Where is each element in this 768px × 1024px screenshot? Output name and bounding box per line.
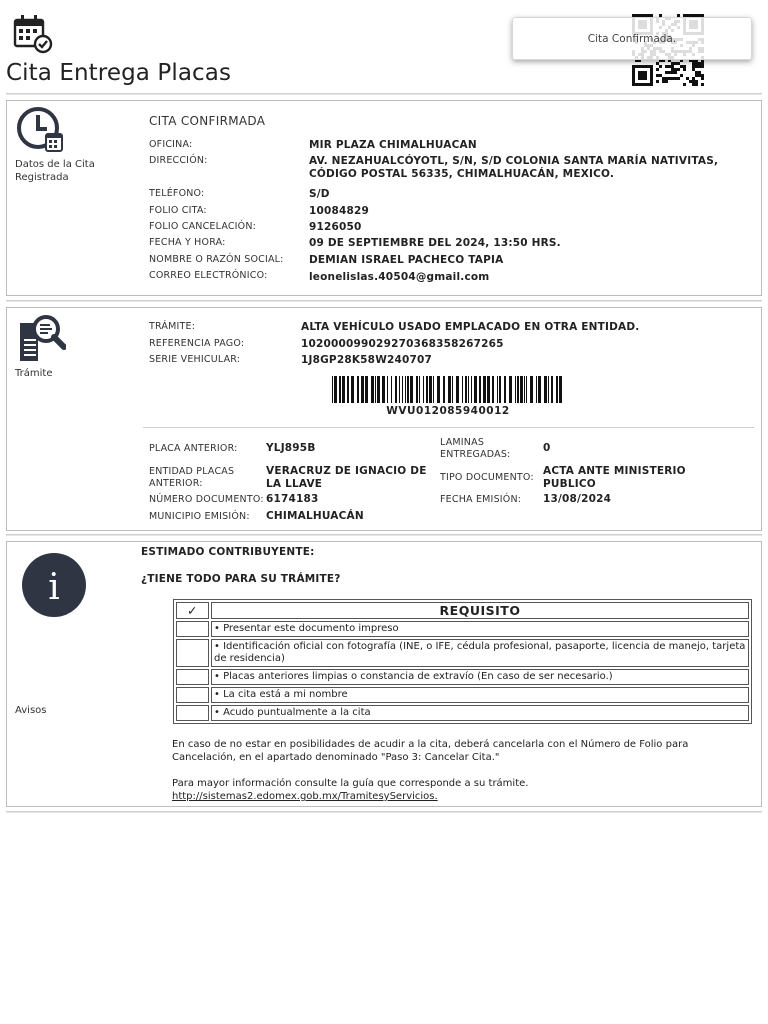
requirement-cell: • Acudo puntualmente a la cita [211, 705, 749, 721]
qr-module [698, 71, 701, 74]
check-header: ✓ [176, 602, 209, 619]
document-search-icon [16, 313, 66, 363]
label-folio-cancelacion: FOLIO CANCELACIÓN: [149, 221, 257, 232]
info-note: Para mayor información consulte la guía que corresponde a su trámite. [172, 778, 529, 789]
check-cell[interactable] [176, 669, 209, 685]
title-divider [6, 93, 762, 95]
barcode-bar [443, 376, 445, 403]
qr-module [701, 65, 704, 68]
table-row [176, 621, 749, 637]
qr-module [677, 62, 680, 65]
barcode-bar [339, 376, 341, 403]
qr-module [662, 77, 665, 80]
barcode-bar [551, 376, 553, 403]
barcode-bar [492, 376, 494, 403]
toast-notification[interactable] [512, 17, 752, 60]
qr-module [695, 65, 698, 68]
qr-module [692, 68, 695, 71]
value-numero-documento: 6174183 [266, 493, 319, 505]
value-laminas-entregadas: 0 [543, 442, 551, 454]
label-laminas-entregadas: LAMINAS ENTREGADAS: [440, 437, 511, 460]
qr-module [692, 83, 695, 86]
qr-module [665, 71, 668, 74]
value-direccion: AV. NEZAHUALCÓYOTL, S/N, S/D COLONIA SANTA MARÍA NATIVITAS, CÓDIGO POSTAL 56335, CHIMALHUACÁN, MEXICO. [309, 155, 719, 180]
value-correo: leonelislas.40504@gmail.com [309, 271, 490, 283]
value-fecha-hora: 09 DE SEPTIEMBRE DEL 2024, 13:50 HRS. [309, 237, 561, 249]
requirement-header: REQUISITO [211, 602, 749, 619]
barcode-bar [407, 376, 409, 403]
barcode-bar [530, 376, 533, 403]
qr-module [692, 77, 695, 80]
qr-module [668, 71, 671, 74]
barcode-bar [347, 376, 349, 403]
label-tramite: TRÁMITE: [149, 321, 196, 332]
barcode-bar [483, 376, 486, 403]
cancel-note: En caso de no estar en posibilidades de acudir a la cita, deberá cancelarla con el Número de Folio para Cancelación, en el apartado denominado "Paso 3: Cancelar Cita." [172, 739, 689, 763]
value-placa-anterior: YLJ895B [266, 442, 316, 454]
qr-module [671, 62, 674, 65]
requirement-cell: • Placas anteriores limpias o constancia de extravío (En caso de ser necesario.) [211, 669, 749, 685]
barcode-bar [559, 376, 562, 403]
table-row [176, 705, 749, 721]
cita-heading: CITA CONFIRMADA [149, 114, 266, 128]
check-cell[interactable] [176, 621, 209, 637]
barcode-bar [423, 376, 424, 403]
barcode-bar [365, 376, 368, 403]
barcode-bar [548, 376, 549, 403]
check-cell[interactable] [176, 639, 209, 667]
barcode-bar [497, 376, 498, 403]
qr-module [695, 71, 698, 74]
label-placa-anterior: PLACA ANTERIOR: [149, 443, 238, 454]
label-municipio-emision: MUNICIPIO EMISIÓN: [149, 511, 250, 522]
qr-module [674, 68, 677, 71]
qr-module [656, 62, 659, 65]
value-serie-vehicular: 1J8GP28K58W240707 [301, 354, 433, 366]
label-telefono: TELÉFONO: [149, 188, 205, 199]
qr-module [698, 74, 701, 77]
barcode-bar [479, 376, 481, 403]
qr-module [701, 77, 704, 80]
barcode-bar [452, 376, 453, 403]
barcode-bar [419, 376, 420, 403]
label-referencia-pago: REFERENCIA PAGO: [149, 338, 245, 349]
section-label-cita: Datos de la Cita Registrada [15, 159, 95, 183]
label-nombre: NOMBRE O RAZÓN SOCIAL: [149, 254, 284, 265]
label-entidad-placas: ENTIDAD PLACAS ANTERIOR: [149, 466, 235, 489]
barcode-bar [556, 376, 558, 403]
barcode-bar [332, 376, 333, 403]
label-direccion: DIRECCIÓN: [149, 155, 208, 166]
barcode-bar [487, 376, 490, 403]
qr-module [674, 62, 677, 65]
barcode-bar [433, 376, 434, 403]
qr-module [665, 77, 668, 80]
label-fecha-hora: FECHA Y HORA: [149, 237, 226, 248]
barcode-bar [468, 376, 469, 403]
barcode-bar [371, 376, 374, 403]
label-serie-vehicular: SERIE VEHICULAR: [149, 354, 241, 365]
value-tramite: ALTA VEHÍCULO USADO EMPLACADO EN OTRA ENTIDAD. [301, 321, 640, 333]
tramites-link[interactable]: http://sistemas2.edomex.gob.mx/TramitesyServicios. [172, 791, 438, 802]
value-oficina: MIR PLAZA CHIMALHUACAN [309, 139, 477, 151]
section-label-tramite: Trámite [15, 368, 53, 379]
table-row [176, 639, 749, 667]
label-fecha-emision: FECHA EMISIÓN: [440, 494, 522, 505]
qr-module [695, 80, 698, 83]
table-row [176, 687, 749, 703]
qr-module [686, 77, 689, 80]
qr-module [668, 77, 671, 80]
qr-module [680, 65, 683, 68]
barcode-bar [544, 376, 547, 403]
qr-module [659, 74, 662, 77]
inner-divider [143, 427, 754, 428]
qr-module [671, 71, 674, 74]
barcode-bar [402, 376, 403, 403]
qr-module [656, 80, 659, 83]
barcode-text: WVU012085940012 [386, 405, 510, 417]
barcode-bar [399, 376, 400, 403]
qr-module [668, 65, 671, 68]
qr-module [683, 65, 686, 68]
label-correo: CORREO ELECTRÓNICO: [149, 270, 268, 281]
value-referencia-pago: 102000099029270368358267265 [301, 338, 504, 350]
value-folio-cancelacion: 9126050 [309, 221, 362, 233]
barcode-bar [448, 376, 451, 403]
barcode-bar [342, 376, 345, 403]
qr-module [671, 65, 674, 68]
qr-module [683, 68, 686, 71]
check-cell[interactable] [176, 687, 209, 703]
requirement-cell: • La cita está a mi nombre [211, 687, 749, 703]
requirement-cell: • Identificación oficial con fotografía (INE, o IFE, cédula profesional, pasaporte, licencia de manejo, tarjeta de residencia) [211, 639, 749, 667]
barcode-bar [437, 376, 440, 403]
barcode-bar [517, 376, 519, 403]
barcode-bar [429, 376, 432, 403]
value-fecha-emision: 13/08/2024 [543, 493, 612, 505]
barcode-bar [536, 376, 537, 403]
barcode-bar [426, 376, 428, 403]
barcode-bar [334, 376, 337, 403]
value-folio-cita: 10084829 [309, 205, 370, 217]
barcode-bar [391, 376, 392, 403]
qr-module [656, 74, 659, 77]
value-nombre: DEMIAN ISRAEL PACHECO TAPIA [309, 254, 504, 266]
qr-module [698, 62, 701, 65]
barcode-bar [375, 376, 376, 403]
qr-module [701, 62, 704, 65]
qr-module [671, 77, 674, 80]
page-title: Cita Entrega Placas [6, 60, 232, 86]
barcode-bar [471, 376, 472, 403]
requirement-cell: • Presentar este documento impreso [211, 621, 749, 637]
barcode-bar [509, 376, 512, 403]
label-tipo-documento: TIPO DOCUMENTO: [440, 472, 534, 483]
avisos-question: ¿TIENE TODO PARA SU TRÁMITE? [141, 573, 341, 585]
qr-module [674, 71, 677, 74]
qr-module [695, 62, 698, 65]
info-icon [22, 553, 86, 617]
barcode-bar [410, 376, 413, 403]
barcode-bar [357, 376, 359, 403]
section-label-avisos: Avisos [15, 705, 47, 716]
barcode-bar [382, 376, 385, 403]
qr-module [665, 65, 668, 68]
qr-module [692, 62, 695, 65]
barcode-bar [405, 376, 406, 403]
value-municipio-emision: CHIMALHUACÁN [266, 510, 364, 522]
barcode-bar [387, 376, 388, 403]
label-oficina: OFICINA: [149, 139, 193, 150]
divider [6, 300, 762, 302]
qr-module [671, 68, 674, 71]
barcode-bar [361, 376, 364, 403]
qr-module [683, 83, 686, 86]
value-tipo-documento: ACTA ANTE MINISTERIO PUBLICO [543, 465, 686, 490]
barcode-bar [515, 376, 516, 403]
qr-module [674, 77, 677, 80]
barcode-bar [538, 376, 541, 403]
avisos-greeting: ESTIMADO CONTRIBUYENTE: [141, 546, 315, 558]
barcode-bar [462, 376, 463, 403]
qr-module [689, 80, 692, 83]
divider [6, 534, 762, 536]
clock-calendar-icon [16, 106, 64, 154]
barcode-bar [499, 376, 501, 403]
barcode [332, 376, 564, 403]
barcode-bar [474, 376, 477, 403]
barcode-bar [520, 376, 523, 403]
qr-module [695, 83, 698, 86]
qr-module [677, 68, 680, 71]
qr-module [698, 65, 701, 68]
svg-text:i: i [48, 567, 60, 608]
qr-module [662, 80, 665, 83]
qr-module [665, 80, 668, 83]
barcode-bar [377, 376, 380, 403]
barcode-bar [456, 376, 459, 403]
qr-module [659, 65, 662, 68]
barcode-bar [524, 376, 525, 403]
qr-module [656, 68, 659, 71]
qr-module [701, 83, 704, 86]
link-container [172, 790, 747, 803]
barcode-bar [526, 376, 527, 403]
label-numero-documento: NÚMERO DOCUMENTO: [149, 494, 264, 505]
qr-module [692, 65, 695, 68]
barcode-bar [351, 376, 354, 403]
qr-module [680, 74, 683, 77]
value-telefono: S/D [309, 188, 330, 200]
label-folio-cita: FOLIO CITA: [149, 205, 207, 216]
qr-module [695, 74, 698, 77]
value-entidad-placas: VERACRUZ DE IGNACIO DE LA LLAVE [266, 465, 427, 490]
divider [6, 811, 762, 813]
qr-module [692, 80, 695, 83]
toast-message: Cita Confirmada. [587, 32, 677, 45]
requirements-table [173, 599, 752, 724]
barcode-bar [465, 376, 467, 403]
barcode-bar [504, 376, 506, 403]
table-row [176, 669, 749, 685]
check-cell[interactable] [176, 705, 209, 721]
calendar-check-icon [13, 14, 53, 54]
qr-module [677, 77, 680, 80]
barcode-bar [395, 376, 397, 403]
qr-module [701, 74, 704, 77]
barcode-bar [416, 376, 418, 403]
